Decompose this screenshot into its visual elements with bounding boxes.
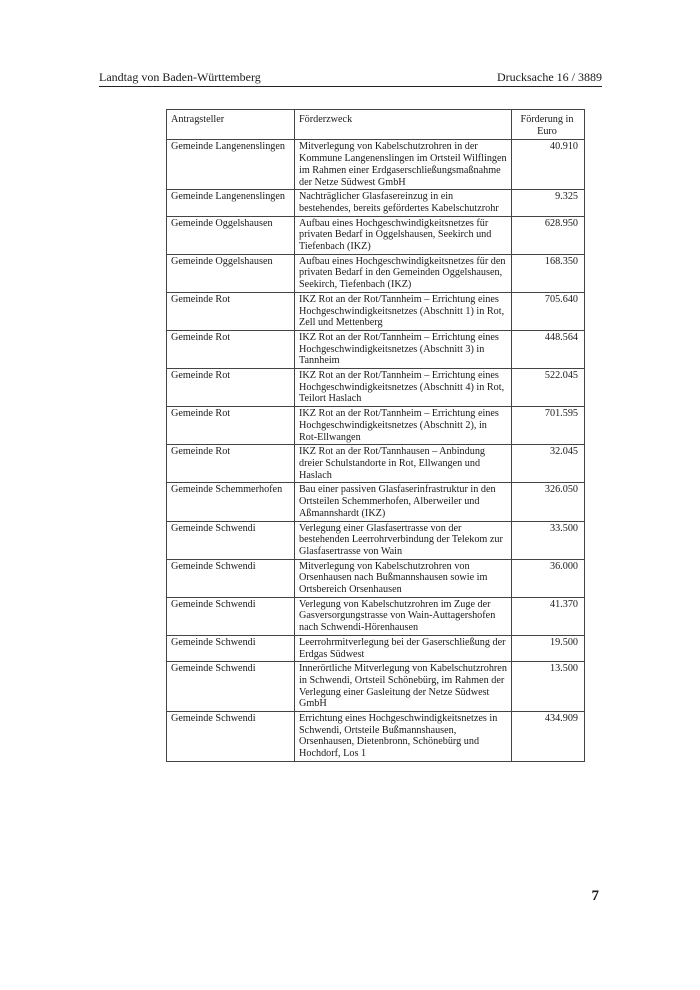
- cell-applicant: Gemeinde Schwendi: [167, 635, 295, 661]
- cell-purpose: IKZ Rot an der Rot/Tannheim – Errichtung eines Hochgeschwindigkeitsnetzes (Abschnitt 2), in Rot-Ellwangen: [295, 407, 512, 445]
- table-row: [167, 407, 585, 445]
- cell-purpose: Nachträglicher Glasfasereinzug in ein bestehendes, bereits gefördertes Kabelschutzrohr: [295, 190, 512, 216]
- cell-purpose: Leerrohrmitverlegung bei der Gaserschließung der Erdgas Südwest: [295, 635, 512, 661]
- table-row: [167, 597, 585, 635]
- table-row: [167, 216, 585, 254]
- cell-funding: 33.500: [512, 521, 585, 559]
- table-row: [167, 712, 585, 762]
- cell-applicant: Gemeinde Schwendi: [167, 521, 295, 559]
- cell-applicant: Gemeinde Schemmerhofen: [167, 483, 295, 521]
- cell-funding: 9.325: [512, 190, 585, 216]
- cell-funding: 41.370: [512, 597, 585, 635]
- cell-funding: 326.050: [512, 483, 585, 521]
- cell-purpose: Bau einer passiven Glasfaserinfrastruktur in den Ortsteilen Schemmerhofen, Alberweiler und Aßmannshardt (IKZ): [295, 483, 512, 521]
- table-row: [167, 483, 585, 521]
- cell-applicant: Gemeinde Rot: [167, 407, 295, 445]
- header-left: Landtag von Baden-Württemberg: [99, 70, 261, 84]
- cell-applicant: Gemeinde Rot: [167, 445, 295, 483]
- cell-applicant: Gemeinde Schwendi: [167, 559, 295, 597]
- table-row: [167, 254, 585, 292]
- cell-funding: 168.350: [512, 254, 585, 292]
- table-row: [167, 330, 585, 368]
- cell-purpose: Verlegung einer Glasfasertrasse von der bestehenden Leerrohrverbindung der Telekom zur Glasfasertrasse von Wain: [295, 521, 512, 559]
- cell-funding: 36.000: [512, 559, 585, 597]
- cell-applicant: Gemeinde Langenenslingen: [167, 190, 295, 216]
- cell-funding: 701.595: [512, 407, 585, 445]
- cell-purpose: Innerörtliche Mitverlegung von Kabelschutzrohren in Schwendi, Ortsteil Schönebürg, im Rahmen der Verlegung einer Gasleitung der Netze Südwest GmbH: [295, 662, 512, 712]
- cell-funding: 434.909: [512, 712, 585, 762]
- table-row: [167, 369, 585, 407]
- cell-purpose: IKZ Rot an der Rot/Tannheim – Errichtung eines Hochgeschwindigkeitsnetzes (Abschnitt 3) in Tannheim: [295, 330, 512, 368]
- header-applicant: Antragsteller: [167, 110, 295, 140]
- cell-funding: 19.500: [512, 635, 585, 661]
- cell-applicant: Gemeinde Schwendi: [167, 712, 295, 762]
- header-funding: Förderung in Euro: [512, 110, 585, 140]
- cell-purpose: Errichtung eines Hochgeschwindigkeitsnetzes in Schwendi, Ortsteile Bußmannshausen, Orsenhausen, Dietenbronn, Schönebürg und Hochdorf, Los 1: [295, 712, 512, 762]
- cell-funding: 40.910: [512, 140, 585, 190]
- cell-applicant: Gemeinde Rot: [167, 369, 295, 407]
- cell-applicant: Gemeinde Rot: [167, 292, 295, 330]
- cell-funding: 448.564: [512, 330, 585, 368]
- table-row: [167, 190, 585, 216]
- table-row: [167, 292, 585, 330]
- table-row: [167, 559, 585, 597]
- cell-applicant: Gemeinde Rot: [167, 330, 295, 368]
- cell-purpose: Verlegung von Kabelschutzrohren im Zuge der Gasversorgungstrasse von Wain-Auttagershofen nach Schwendi-Hörenhausen: [295, 597, 512, 635]
- cell-funding: 705.640: [512, 292, 585, 330]
- cell-purpose: Aufbau eines Hochgeschwindigkeitsnetzes für privaten Bedarf in Oggelshausen, Seekirch und Tiefenbach (IKZ): [295, 216, 512, 254]
- header-right: Drucksache 16 / 3889: [497, 70, 602, 84]
- cell-applicant: Gemeinde Langenenslingen: [167, 140, 295, 190]
- cell-funding: 628.950: [512, 216, 585, 254]
- cell-purpose: IKZ Rot an der Rot/Tannheim – Errichtung eines Hochgeschwindigkeitsnetzes (Abschnitt 4) in Rot, Teilort Haslach: [295, 369, 512, 407]
- header-purpose: Förderzweck: [295, 110, 512, 140]
- cell-purpose: Aufbau eines Hochgeschwindigkeitsnetzes für den privaten Bedarf in den Gemeinden Oggelshausen, Seekirch, Tiefenbach (IKZ): [295, 254, 512, 292]
- cell-funding: 32.045: [512, 445, 585, 483]
- table-row: [167, 445, 585, 483]
- cell-applicant: Gemeinde Oggelshausen: [167, 254, 295, 292]
- table-row: [167, 635, 585, 661]
- cell-funding: 522.045: [512, 369, 585, 407]
- cell-purpose: IKZ Rot an der Rot/Tannhausen – Anbindung dreier Schulstandorte in Rot, Ellwangen und Haslach: [295, 445, 512, 483]
- table-row: [167, 662, 585, 712]
- page-number: 7: [591, 888, 599, 904]
- funding-table: [166, 109, 585, 762]
- cell-purpose: Mitverlegung von Kabelschutzrohren in der Kommune Langenenslingen im Ortsteil Wilflingen im Rahmen einer Erdgaserschließungsmaßnahme der Netze Südwest GmbH: [295, 140, 512, 190]
- table-row: [167, 521, 585, 559]
- cell-applicant: Gemeinde Oggelshausen: [167, 216, 295, 254]
- table-row: [167, 140, 585, 190]
- cell-funding: 13.500: [512, 662, 585, 712]
- table-header-row: [167, 110, 585, 140]
- cell-applicant: Gemeinde Schwendi: [167, 597, 295, 635]
- header-divider: [99, 86, 602, 87]
- cell-purpose: IKZ Rot an der Rot/Tannheim – Errichtung eines Hochgeschwindigkeitsnetzes (Abschnitt 1) in Rot, Zell und Mettenberg: [295, 292, 512, 330]
- cell-applicant: Gemeinde Schwendi: [167, 662, 295, 712]
- cell-purpose: Mitverlegung von Kabelschutzrohren von Orsenhausen nach Bußmannshausen sowie im Ortsbereich Orsenhausen: [295, 559, 512, 597]
